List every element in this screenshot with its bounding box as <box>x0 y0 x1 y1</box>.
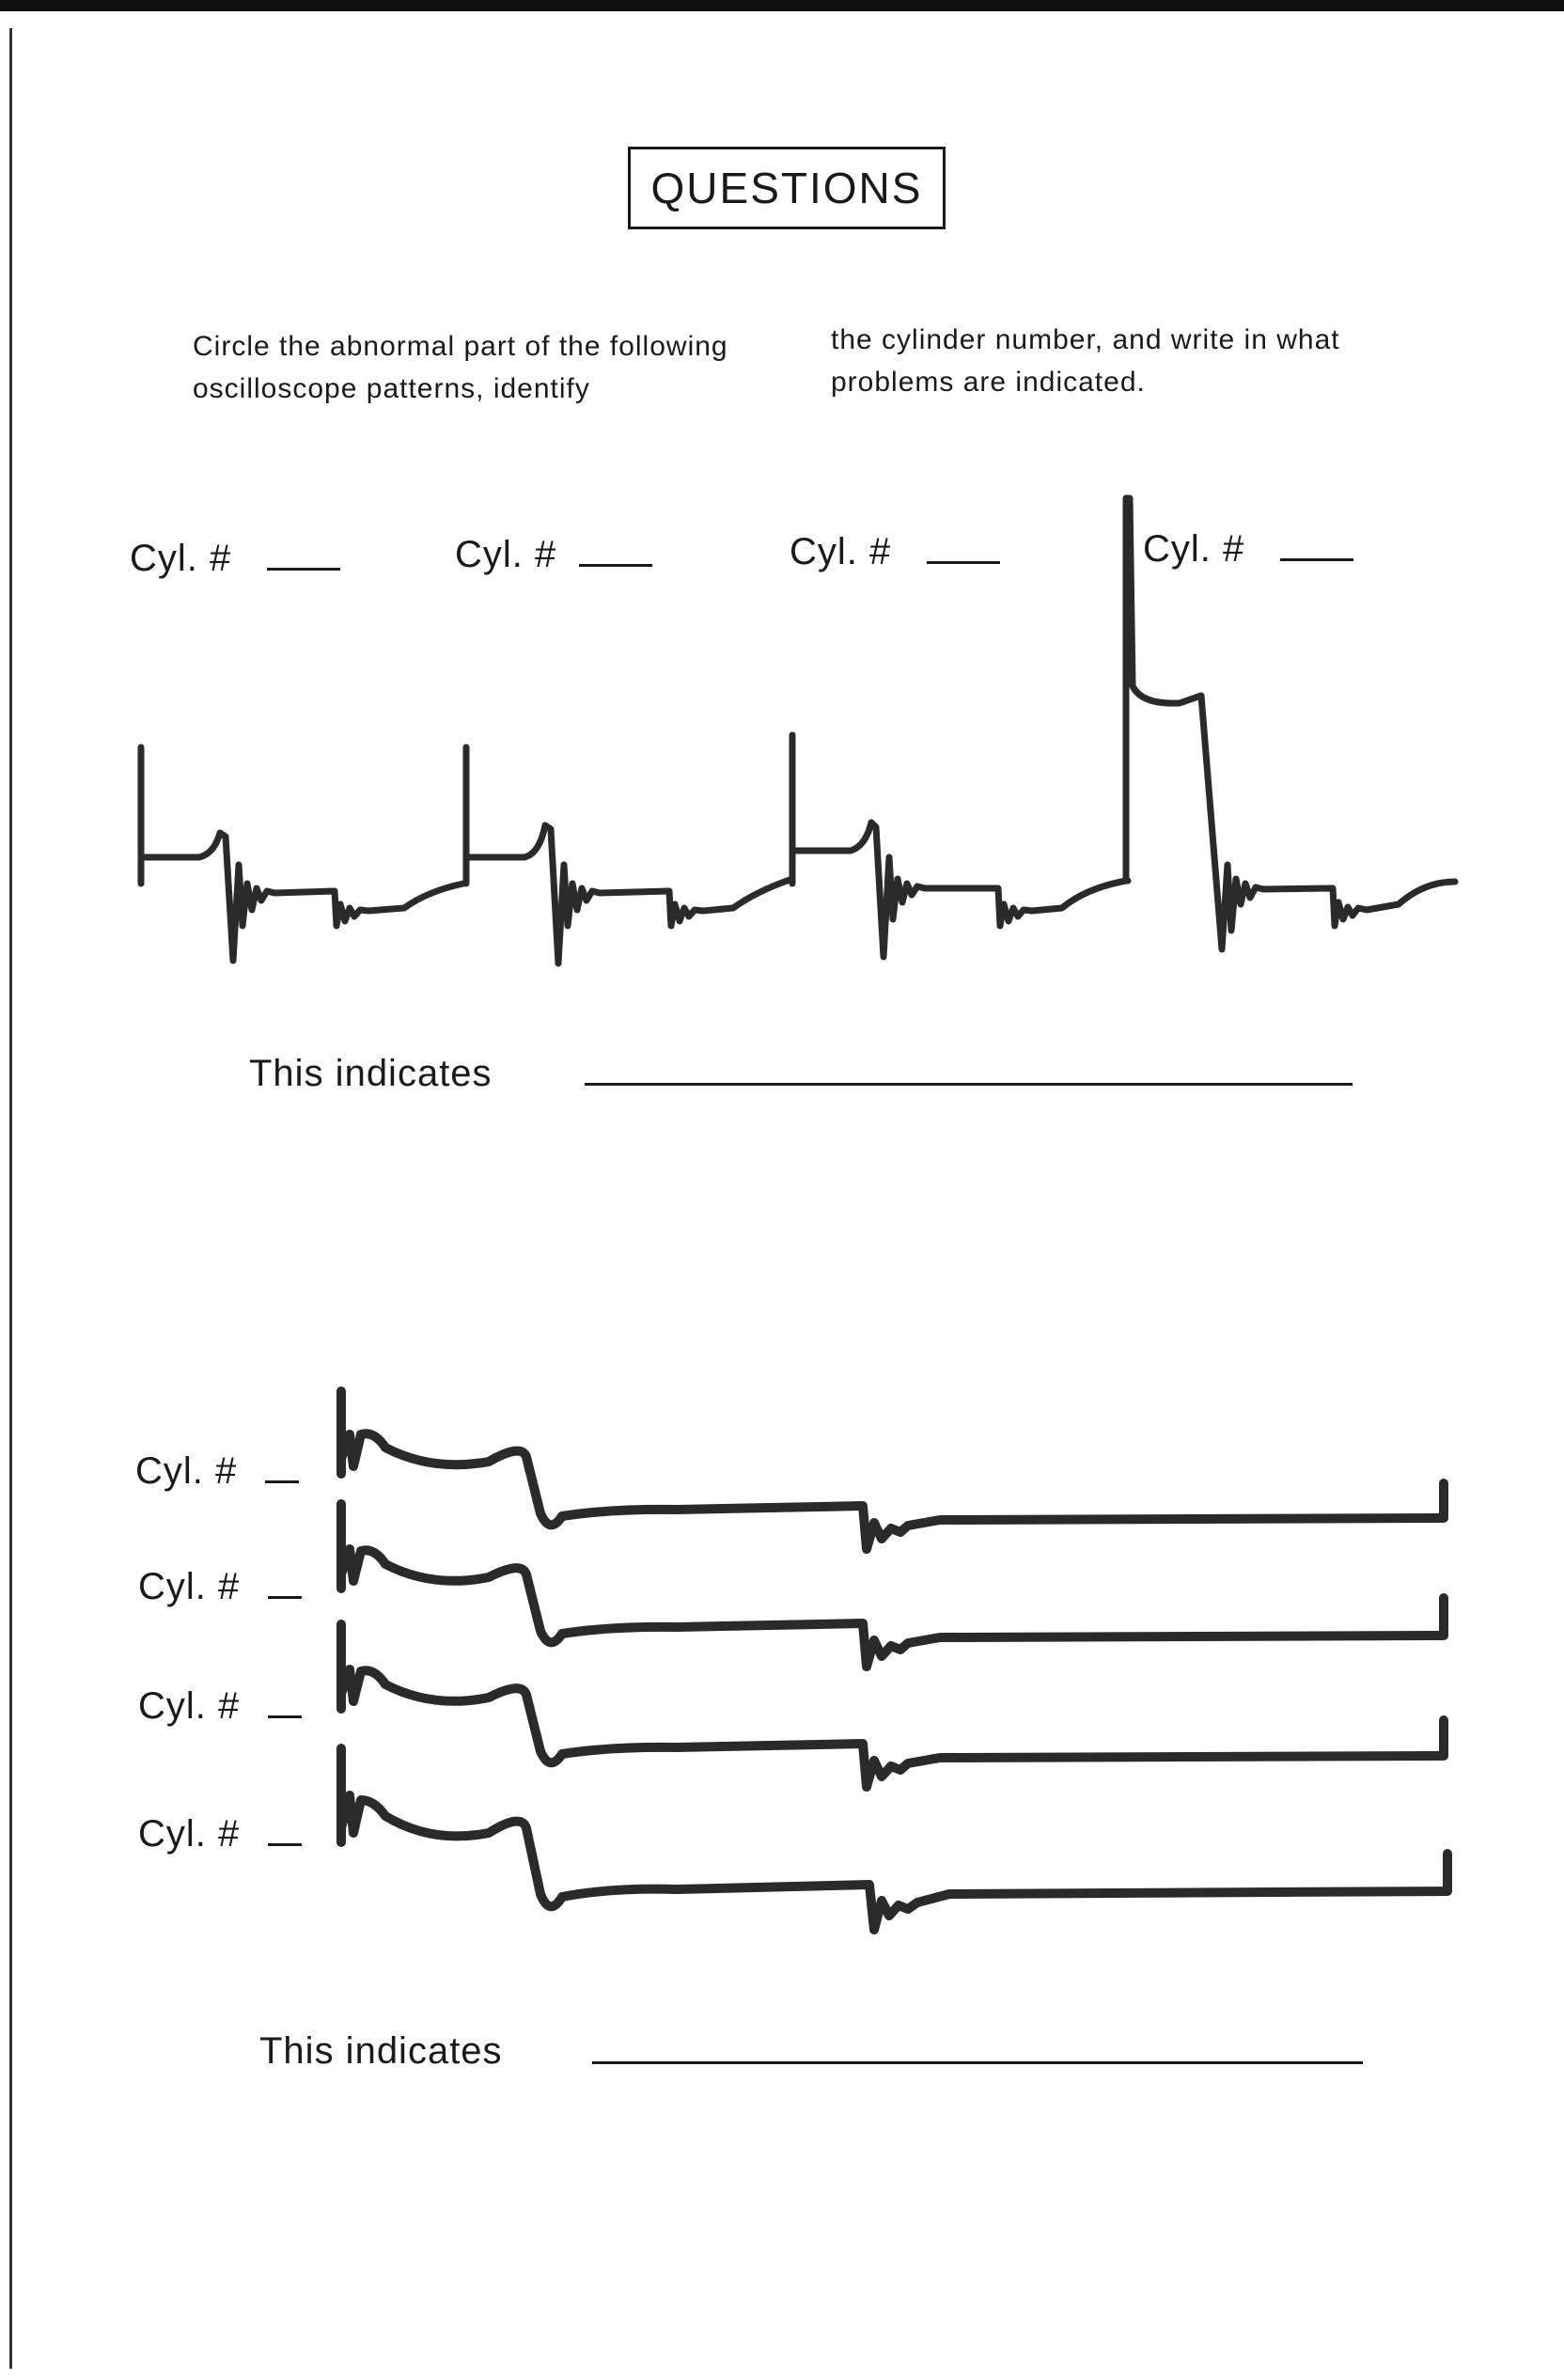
instructions-left: Circle the abnormal part of the following oscilloscope patterns, identify <box>193 331 728 404</box>
cylinder-label-text: Cyl. # <box>1143 528 1245 570</box>
parade-waveform <box>141 498 1455 963</box>
page-title: QUESTIONS <box>628 147 946 229</box>
indicates-label-2: This indicates <box>259 2030 503 2072</box>
cylinder-label-text: Cyl. # <box>138 1566 241 1607</box>
cylinder-label-text: Cyl. # <box>790 531 892 572</box>
cylinder-label-text: Cyl. # <box>138 1813 241 1855</box>
cylinder-label-text: Cyl. # <box>135 1450 238 1492</box>
cylinder-label-text: Cyl. # <box>455 534 557 575</box>
cylinder-label-text: Cyl. # <box>130 538 232 579</box>
indicates-label-1: This indicates <box>249 1053 493 1094</box>
instructions-right: the cylinder number, and write in what problems are indicated. <box>831 324 1340 398</box>
stacked-waveforms <box>341 1391 1447 1930</box>
cylinder-label-text: Cyl. # <box>138 1685 241 1727</box>
